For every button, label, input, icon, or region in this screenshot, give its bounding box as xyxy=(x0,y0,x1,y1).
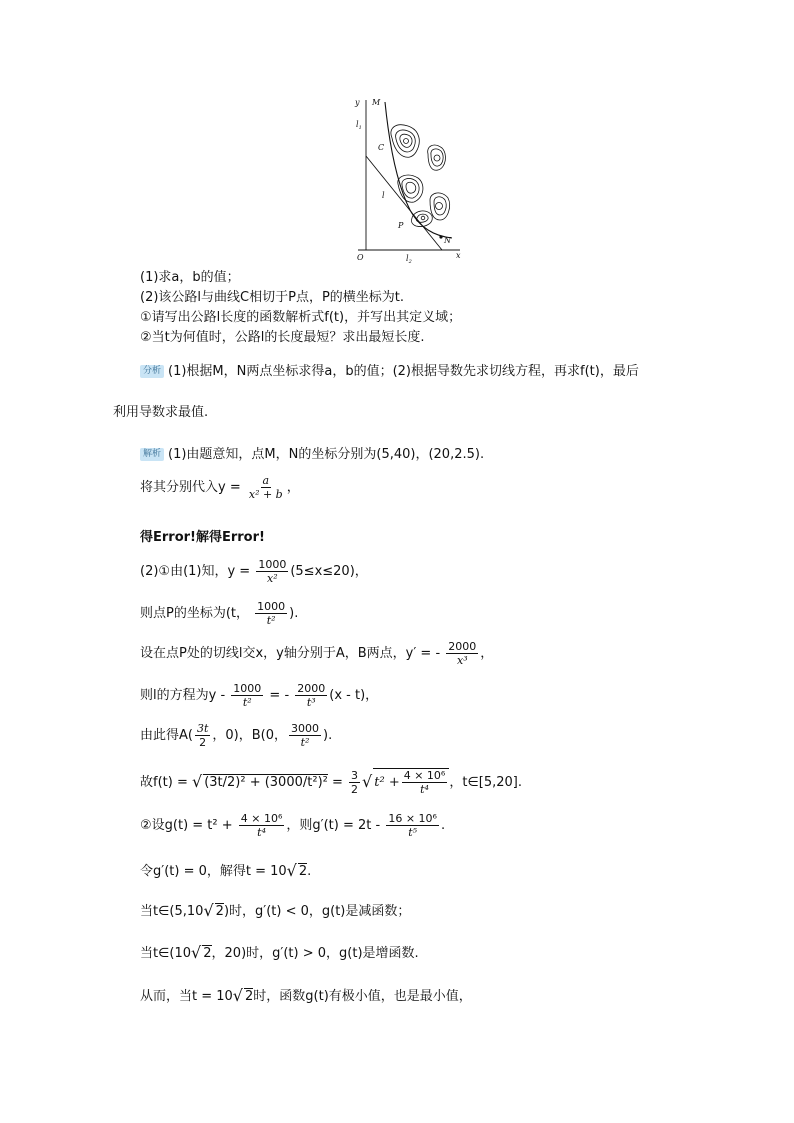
contour-hill-2 xyxy=(428,145,446,170)
solution-text-1: (1)由题意知，点M，N的坐标分别为(5,40)，(20,2.5). xyxy=(168,447,485,462)
solution-tag: 解析 xyxy=(140,448,164,461)
solution-line-4: (2)①由(1)知，y = $\frac{1000}{\text{x²}}$ (5≤x≤20)， xyxy=(140,558,368,585)
analysis-text-1: (1)根据M，N两点坐标求得a，b的值；(2)根据导数先求切线方程，再求f(t)，最后 xyxy=(168,364,639,379)
road-label-l: l xyxy=(382,191,385,200)
solution-line-12: 当t∈(5,10√ 2)时，g′(t) < 0，g(t)是减函数； xyxy=(140,901,411,920)
analysis-line-2: 利用导数求最值. xyxy=(113,405,209,420)
question-2-part-2: ②当t为何值时，公路l的长度最短？求出最短长度. xyxy=(140,330,425,345)
solution-line-1 xyxy=(140,443,484,462)
contour-hill-1 xyxy=(391,125,419,158)
curve-c xyxy=(385,102,452,238)
solution-line-2: 将其分别代入y = $\frac{a}{\text{x² + b}}$ ， xyxy=(140,474,300,501)
axis-label-y: y xyxy=(355,98,360,107)
axis-label-x: x xyxy=(456,251,461,260)
analysis-line-1 xyxy=(140,360,639,379)
solution-line-14: 从而，当t = 10√ 2时，函数g(t)有极小值，也是最小值， xyxy=(140,986,472,1005)
road-l xyxy=(366,156,442,250)
question-2: (2)该公路l与曲线C相切于P点，P的横坐标为t. xyxy=(140,290,405,305)
solution-line-7: 则l的方程为y - $\frac{1000}{\text{t²}}$ = - $\frac{2000}{\text{t³}}$ (x - t)， xyxy=(140,682,379,709)
point-label-n: N xyxy=(444,236,451,245)
solution-line-6: 设在点P处的切线l交x，y轴分别于A，B两点，y′ = - $\frac{2000}{\text{x³}}$ ， xyxy=(140,640,494,667)
contour-hill-4 xyxy=(430,193,450,220)
fraction-a-over-x2b: $\frac{a}{\text{x² + b}}$ xyxy=(248,474,283,501)
contour-hill-5 xyxy=(411,211,432,227)
solution-line-11: 令g′(t) = 0，解得t = 10√ 2. xyxy=(140,861,312,880)
solution-line-3: 得Error!解得Error! xyxy=(140,530,265,545)
solution-line-10: ②设g(t) = t² + $\frac{\text{4 × 10⁶}}{\text{t⁴}}$ ，则g′(t) = 2t - $\frac{\text{16 × 10⁶}}{\text{t⁵}}$ . xyxy=(140,812,446,839)
question-2-part-1: ①请写出公路l长度的函数解析式f(t)，并写出其定义域； xyxy=(140,310,462,325)
solution-line-8: 由此得A( $\frac{3t}{2}$ ，0)，B(0， $\frac{3000}{\text{t²}}$ ). xyxy=(140,722,333,749)
road-label-l1: $l_1$ xyxy=(356,120,362,131)
road-contour-figure xyxy=(348,92,468,264)
curve-label-c: C xyxy=(378,143,385,152)
point-n-dot xyxy=(439,235,442,238)
solution-line-5: 则点P的坐标为(t， $\frac{1000}{\text{t²}}$ ). xyxy=(140,600,299,627)
point-label-p: P xyxy=(398,221,404,230)
solution-line-13: 当t∈(10√ 2，20)时，g′(t) > 0，g(t)是增函数. xyxy=(140,943,419,962)
analysis-tag: 分析 xyxy=(140,365,164,378)
question-1: (1)求a，b的值； xyxy=(140,270,240,285)
solution-line-9: 故f(t) = √ (3t/2)² + (3000/t²)² = $\frac{3}{2}$ √ t² + $\frac{\text{4 × 10⁶}}{\text{t⁴}}$ ，t∈[5,20]. xyxy=(140,769,522,796)
road-label-l2: $l_2$ xyxy=(406,254,412,264)
origin-label-o: O xyxy=(357,253,364,262)
point-label-m: M xyxy=(372,98,381,107)
